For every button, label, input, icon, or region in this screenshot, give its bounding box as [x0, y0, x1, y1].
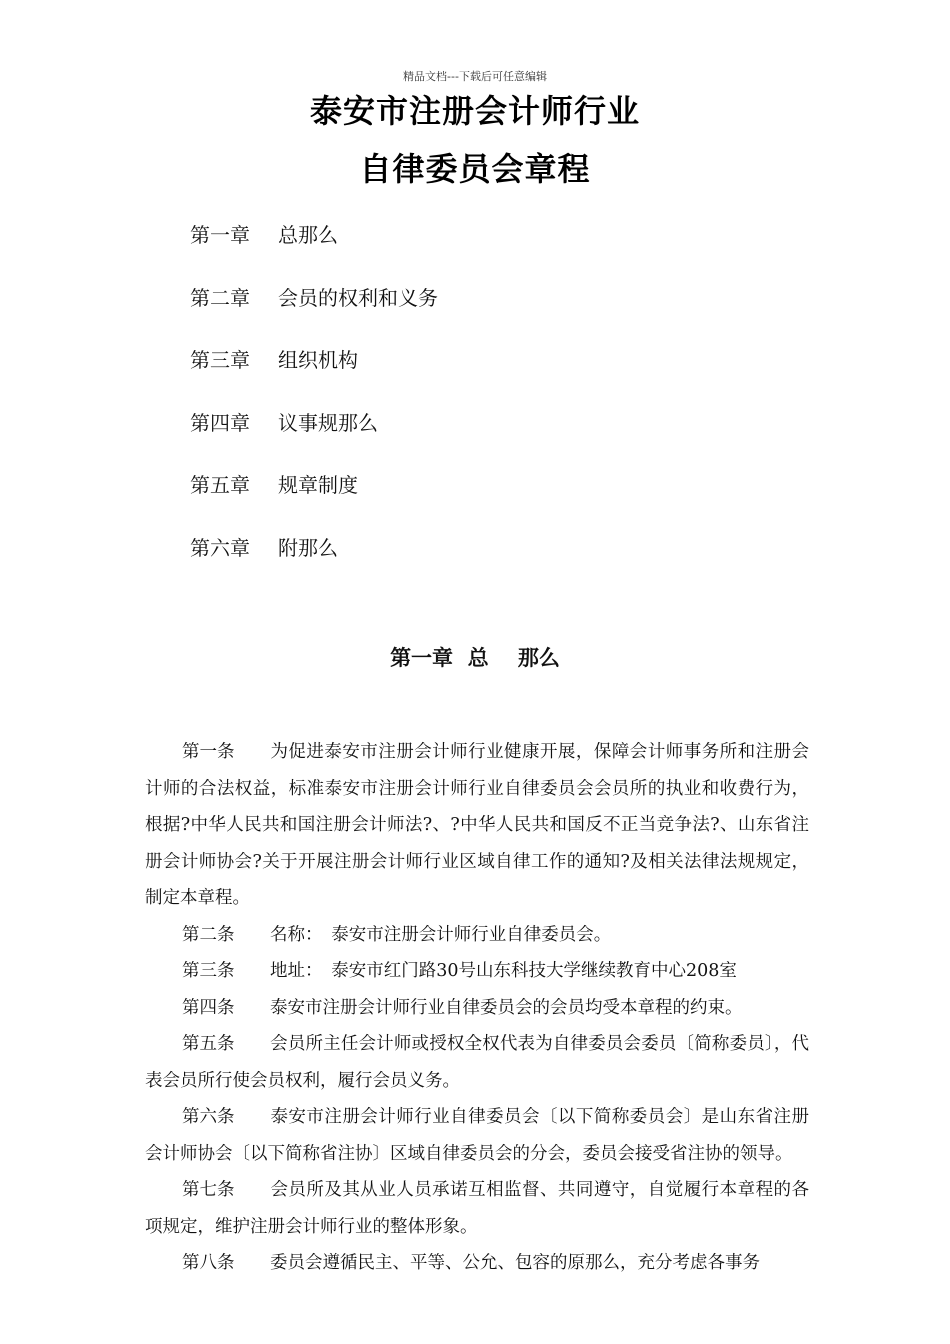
article-8 [145, 1245, 809, 1282]
toc-chapter-number: 第六章 [190, 535, 250, 560]
article-number: 第三条 [182, 961, 235, 981]
toc-item-5 [190, 468, 438, 531]
article-number: 第八条 [182, 1253, 235, 1273]
article-6 [145, 1099, 809, 1172]
article-text: 会员所主任会计师或授权全权代表为自律委员会委员〔简称委员〕，代表会员所行使会员权利，履行会员义务。 [145, 1034, 809, 1091]
article-2 [145, 917, 809, 954]
article-number: 第二条 [182, 924, 235, 945]
toc-chapter-title: 组织机构 [278, 348, 358, 372]
article-text: 泰安市注册会计师行业自律委员会的会员均受本章程的约束。 [270, 997, 743, 1018]
toc-chapter-title: 附那么 [278, 535, 338, 560]
toc-item-2 [190, 281, 438, 344]
toc-chapter-number: 第四章 [190, 410, 250, 435]
chapter-heading: 第一章 总 那么 [390, 646, 560, 670]
toc-item-6 [190, 531, 438, 594]
toc-chapter-number: 第五章 [190, 473, 250, 497]
article-number: 第七条 [182, 1180, 235, 1200]
toc-item-1 [190, 218, 438, 281]
toc-chapter-title: 总那么 [278, 223, 338, 247]
article-text: 名称： 泰安市注册会计师行业自律委员会。 [270, 924, 612, 945]
article-text: 地址： 泰安市红门路30号山东科技大学继续教育中心208室 [270, 961, 737, 981]
watermark-text: 精品文档---下载后可任意编辑 [403, 70, 547, 83]
toc-chapter-title: 议事规那么 [278, 410, 378, 435]
toc-chapter-number: 第三章 [190, 348, 250, 372]
document-title-line-1: 泰安市注册会计师行业 [309, 92, 640, 130]
article-text: 为促进泰安市注册会计师行业健康开展，保障会计师事务所和注册会计师的合法权益，标准泰安市注册会计师行业自律委员会会员所的执业和收费行为，根据?中华人民共和国注册会计师法?、?中华人民共和国反不正当竞争法?、山东省注册会计师协会?关于开展注册会计师行业区域自律工作的通知?及相关法律法规规定，制定本章程。 [145, 742, 809, 908]
table-of-contents [190, 218, 438, 593]
article-text: 委员会遵循民主、平等、公允、包容的原那么，充分考虑各事务 [270, 1253, 760, 1273]
toc-chapter-number: 第二章 [190, 285, 250, 310]
article-4 [145, 990, 809, 1027]
toc-chapter-title: 会员的权利和义务 [278, 285, 438, 310]
article-1 [145, 734, 809, 917]
document-title-line-2: 自律委员会章程 [359, 150, 591, 188]
article-5 [145, 1026, 809, 1099]
article-number: 第五条 [182, 1034, 235, 1054]
article-number: 第六条 [182, 1107, 235, 1127]
article-7 [145, 1172, 809, 1245]
article-number: 第四条 [182, 997, 235, 1018]
article-text: 泰安市注册会计师行业自律委员会〔以下简称委员会〕是山东省注册会计师协会〔以下简称省注协〕区域自律委员会的分会，委员会接受省注协的领导。 [145, 1107, 809, 1164]
chapter-body [145, 734, 809, 1282]
toc-chapter-number: 第一章 [190, 223, 250, 247]
toc-item-3 [190, 343, 438, 406]
toc-chapter-title: 规章制度 [278, 473, 358, 497]
toc-item-4 [190, 406, 438, 469]
article-number: 第一条 [182, 742, 235, 762]
article-text: 会员所及其从业人员承诺互相监督、共同遵守，自觉履行本章程的各项规定，维护注册会计师行业的整体形象。 [145, 1180, 809, 1237]
article-3 [145, 953, 809, 990]
